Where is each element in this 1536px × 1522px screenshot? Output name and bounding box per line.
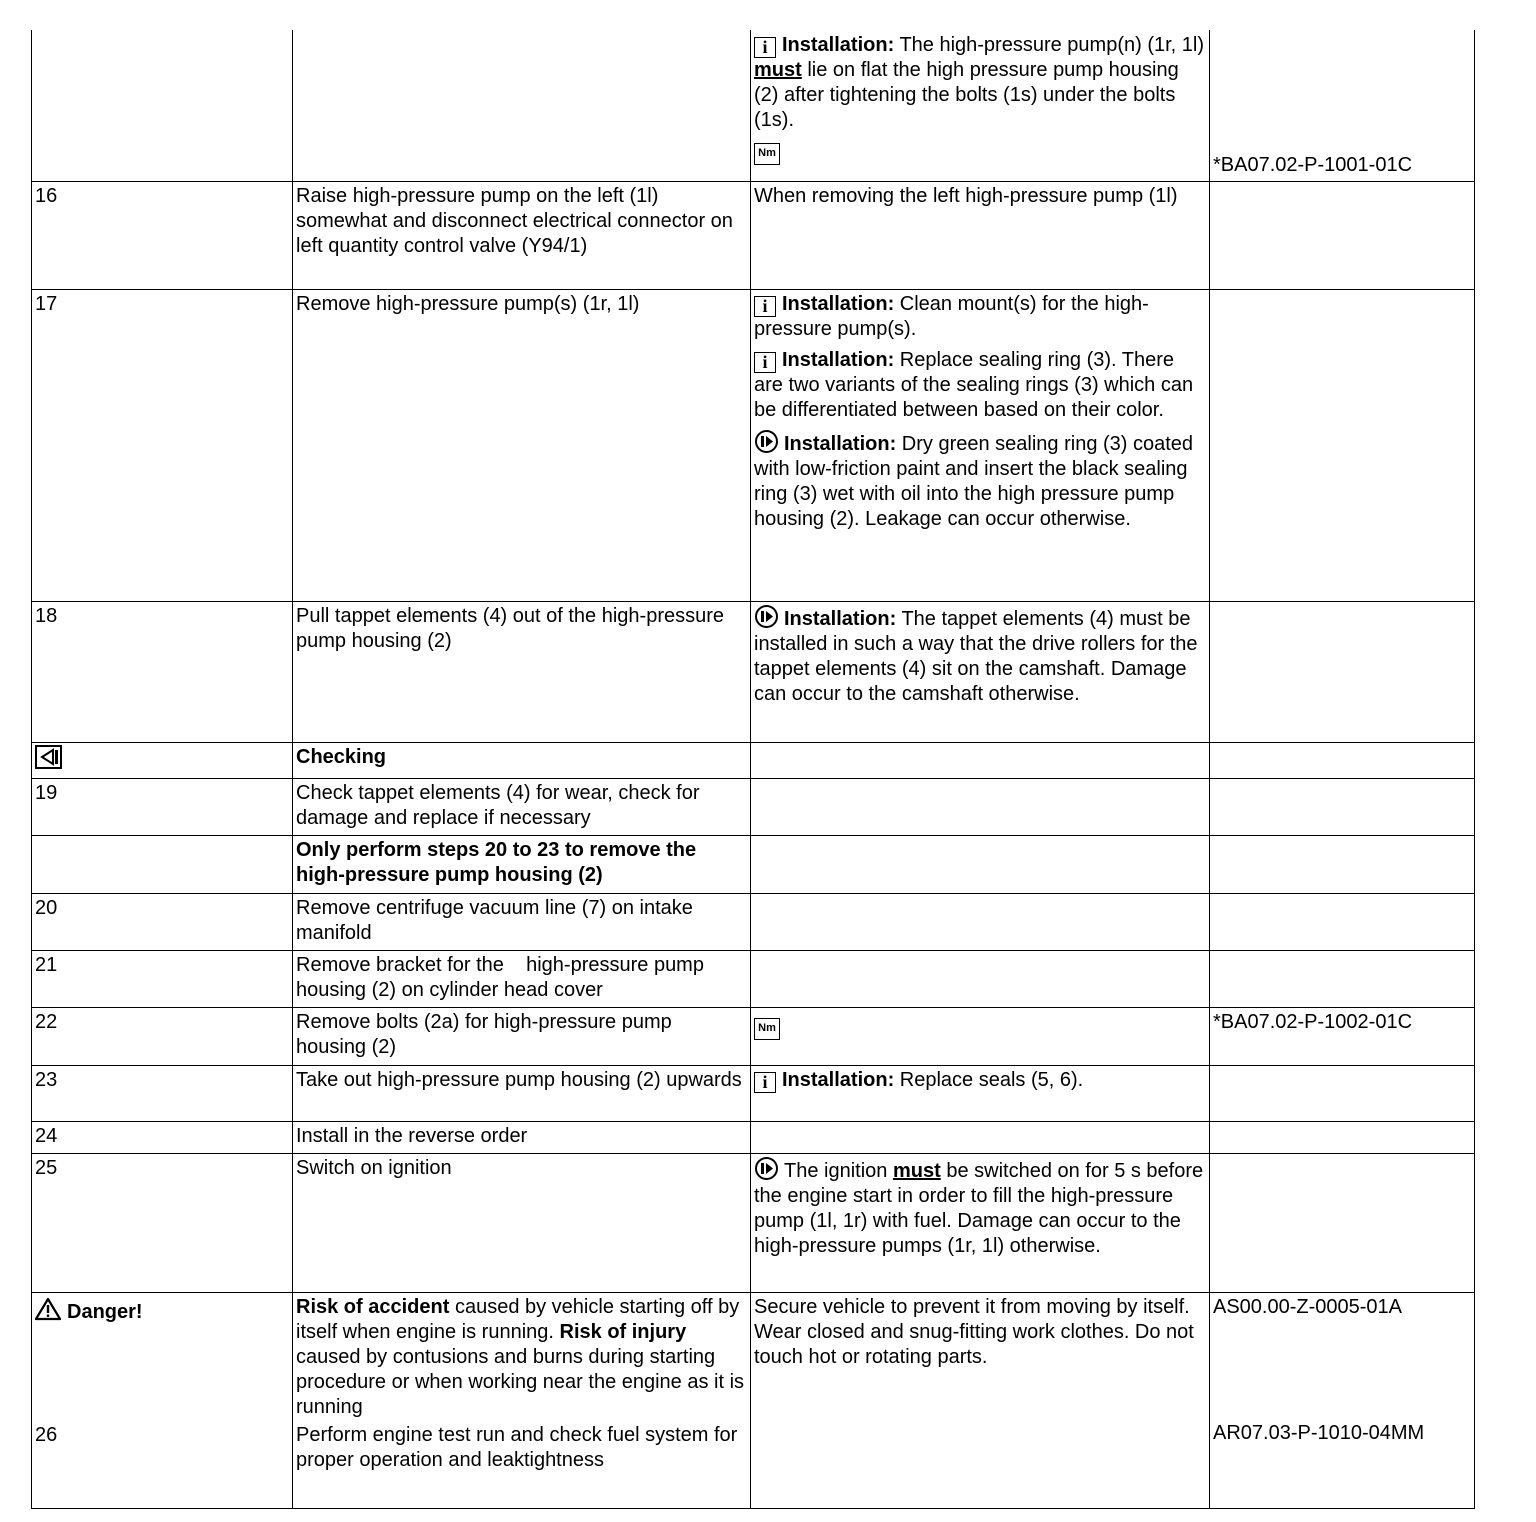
note-cell: When removing the left high-pressure pump (1l) — [751, 181, 1210, 289]
description-cell — [293, 30, 751, 181]
description-cell: Remove bracket for the high-pressure pump housing (2) on cylinder head cover — [293, 950, 751, 1007]
risk-text: caused by vehicle starting off by itself when engine is running. — [296, 1295, 740, 1343]
note-text: Wear closed and snug-fitting work clothes. Do not touch hot or rotating parts. — [754, 1320, 1194, 1368]
checking-heading: Checking — [296, 745, 387, 768]
table-row — [32, 1121, 1475, 1153]
description-cell: Remove high-pressure pump(s) (1r, 1l) — [293, 289, 751, 601]
note-cell — [751, 1153, 1210, 1292]
description-cell — [293, 835, 751, 893]
reference-code: *BA07.02-P-1001-01C — [1213, 153, 1413, 176]
must-emphasis: must — [892, 1159, 941, 1182]
step-number: 24 — [32, 1121, 293, 1153]
description-cell: Check tappet elements (4) for wear, check for damage and replace if necessary — [293, 778, 751, 835]
description-cell: Install in the reverse order — [293, 1121, 751, 1153]
reference-cell — [1210, 30, 1475, 181]
note-text: be switched on for 5 s before the engine start in order to fill the high-pressure pump (1l, 1r) with fuel. Damage can occur to the high-pressure pumps (1r, 1l) otherwise. — [754, 1159, 1204, 1257]
info-icon: i — [754, 296, 776, 317]
note-cell — [751, 1292, 1210, 1508]
table-row — [32, 181, 1475, 289]
note-cell — [751, 1007, 1210, 1065]
warning-triangle-icon — [35, 1297, 61, 1321]
note-text: Dry green sealing ring (3) coated with low-friction paint and insert the black sealing ring (3) wet with oil into the high pressure pump housing (2). Leakage can occur otherwise. — [754, 432, 1194, 530]
note-text: Replace sealing ring (3). There are two variants of the sealing rings (3) which can be differentiated between based on their color. — [754, 348, 1194, 421]
step-number: 20 — [32, 893, 293, 950]
note-cell — [751, 835, 1210, 893]
description-cell: Switch on ignition — [293, 1153, 751, 1292]
table-row — [32, 289, 1475, 601]
note-label: Installation: — [782, 1068, 895, 1091]
step-cell — [32, 1292, 293, 1508]
note-text: The ignition — [784, 1159, 888, 1182]
note-text: lie on flat the high pressure pump housing (2) after tightening the bolts (1s) under the bolts (1s). — [754, 59, 1179, 131]
risk-text: caused by contusions and burns during starting procedure or when working near the engine as it is running — [296, 1345, 745, 1418]
reference-cell — [1210, 778, 1475, 835]
note-cell — [751, 1065, 1210, 1121]
torque-icon: Nm — [754, 143, 780, 165]
reference-cell — [1210, 1007, 1475, 1065]
step-number: 21 — [32, 950, 293, 1007]
instruction-bold: Only perform steps 20 to 23 to remove the high-pressure pump housing (2) — [296, 838, 697, 886]
step-number: 26 — [35, 1423, 58, 1446]
risk-label: Risk of injury — [559, 1320, 687, 1343]
table-row — [32, 835, 1475, 893]
note-cell — [751, 30, 1210, 181]
procedure-table — [31, 30, 1475, 1509]
reference-code: AS00.00-Z-0005-01A — [1213, 1295, 1403, 1318]
reference-cell — [1210, 1153, 1475, 1292]
step-number: 23 — [32, 1065, 293, 1121]
reference-cell — [1210, 950, 1475, 1007]
description-cell: Remove centrifuge vacuum line (7) on intake manifold — [293, 893, 751, 950]
note-cell — [751, 778, 1210, 835]
note-text: Clean mount(s) for the high-pressure pump(s). — [754, 292, 1149, 340]
note-text: Secure vehicle to prevent it from moving by itself. — [754, 1295, 1190, 1318]
note-label: Installation: — [782, 348, 895, 371]
description-cell: Raise high-pressure pump on the left (1l) somewhat and disconnect electrical connector on left quantity control valve (Y94/1) — [293, 181, 751, 289]
description-cell: Take out high-pressure pump housing (2) upwards — [293, 1065, 751, 1121]
step-cell — [32, 30, 293, 181]
note-text: The high-pressure pump(n) (1r, 1l) — [899, 34, 1205, 56]
table-row — [32, 1292, 1475, 1508]
table-row — [32, 601, 1475, 742]
step-number: 18 — [32, 601, 293, 742]
table-row — [32, 950, 1475, 1007]
table-row — [32, 742, 1475, 778]
step-number: 19 — [32, 778, 293, 835]
info-icon: i — [754, 1072, 776, 1093]
reference-cell — [1210, 742, 1475, 778]
note-cell — [751, 1121, 1210, 1153]
section-heading — [293, 742, 751, 778]
risk-label: Risk of accident — [296, 1295, 450, 1318]
info-icon: i — [754, 37, 776, 58]
step-cell — [32, 742, 293, 778]
danger-label: Danger! — [67, 1300, 143, 1323]
note-text: Replace seals (5, 6). — [899, 1068, 1084, 1091]
note-text: The tappet elements (4) must be installed in such a way that the drive rollers for the tappet elements (4) sit on the camshaft. Damage can occur to the camshaft otherwise. — [754, 607, 1198, 705]
caution-icon — [754, 1156, 779, 1181]
note-label: Installation: — [784, 607, 897, 630]
reference-cell — [1210, 1065, 1475, 1121]
table-row — [32, 1007, 1475, 1065]
table-row — [32, 1065, 1475, 1121]
torque-icon: Nm — [754, 1018, 780, 1040]
note-label: Installation: — [782, 34, 895, 56]
caution-icon — [754, 604, 779, 629]
note-cell — [751, 289, 1210, 601]
step-description: Perform engine test run and check fuel system for proper operation and leaktightness — [296, 1423, 738, 1471]
reference-code: AR07.03-P-1010-04MM — [1213, 1421, 1425, 1444]
description-cell — [293, 1292, 751, 1508]
table-row — [32, 30, 1475, 181]
table-row — [32, 893, 1475, 950]
reference-cell — [1210, 893, 1475, 950]
caution-icon — [754, 429, 779, 454]
reference-code: *BA07.02-P-1002-01C — [1213, 1010, 1413, 1033]
note-label: Installation: — [782, 292, 895, 315]
info-icon: i — [754, 352, 776, 373]
step-number: 17 — [32, 289, 293, 601]
note-cell — [751, 893, 1210, 950]
description-cell: Pull tappet elements (4) out of the high-pressure pump housing (2) — [293, 601, 751, 742]
reference-cell — [1210, 1292, 1475, 1508]
table-row — [32, 778, 1475, 835]
note-label: Installation: — [784, 432, 897, 455]
checking-icon — [35, 745, 62, 769]
reference-cell — [1210, 289, 1475, 601]
must-emphasis: must — [754, 59, 802, 81]
reference-cell — [1210, 181, 1475, 289]
reference-cell — [1210, 601, 1475, 742]
step-number: 25 — [32, 1153, 293, 1292]
table-row — [32, 1153, 1475, 1292]
step-number: 22 — [32, 1007, 293, 1065]
description-cell: Remove bolts (2a) for high-pressure pump housing (2) — [293, 1007, 751, 1065]
note-cell — [751, 601, 1210, 742]
note-cell — [751, 742, 1210, 778]
reference-cell — [1210, 1121, 1475, 1153]
step-number: 16 — [32, 181, 293, 289]
note-cell — [751, 950, 1210, 1007]
step-number — [32, 835, 293, 893]
reference-cell — [1210, 835, 1475, 893]
